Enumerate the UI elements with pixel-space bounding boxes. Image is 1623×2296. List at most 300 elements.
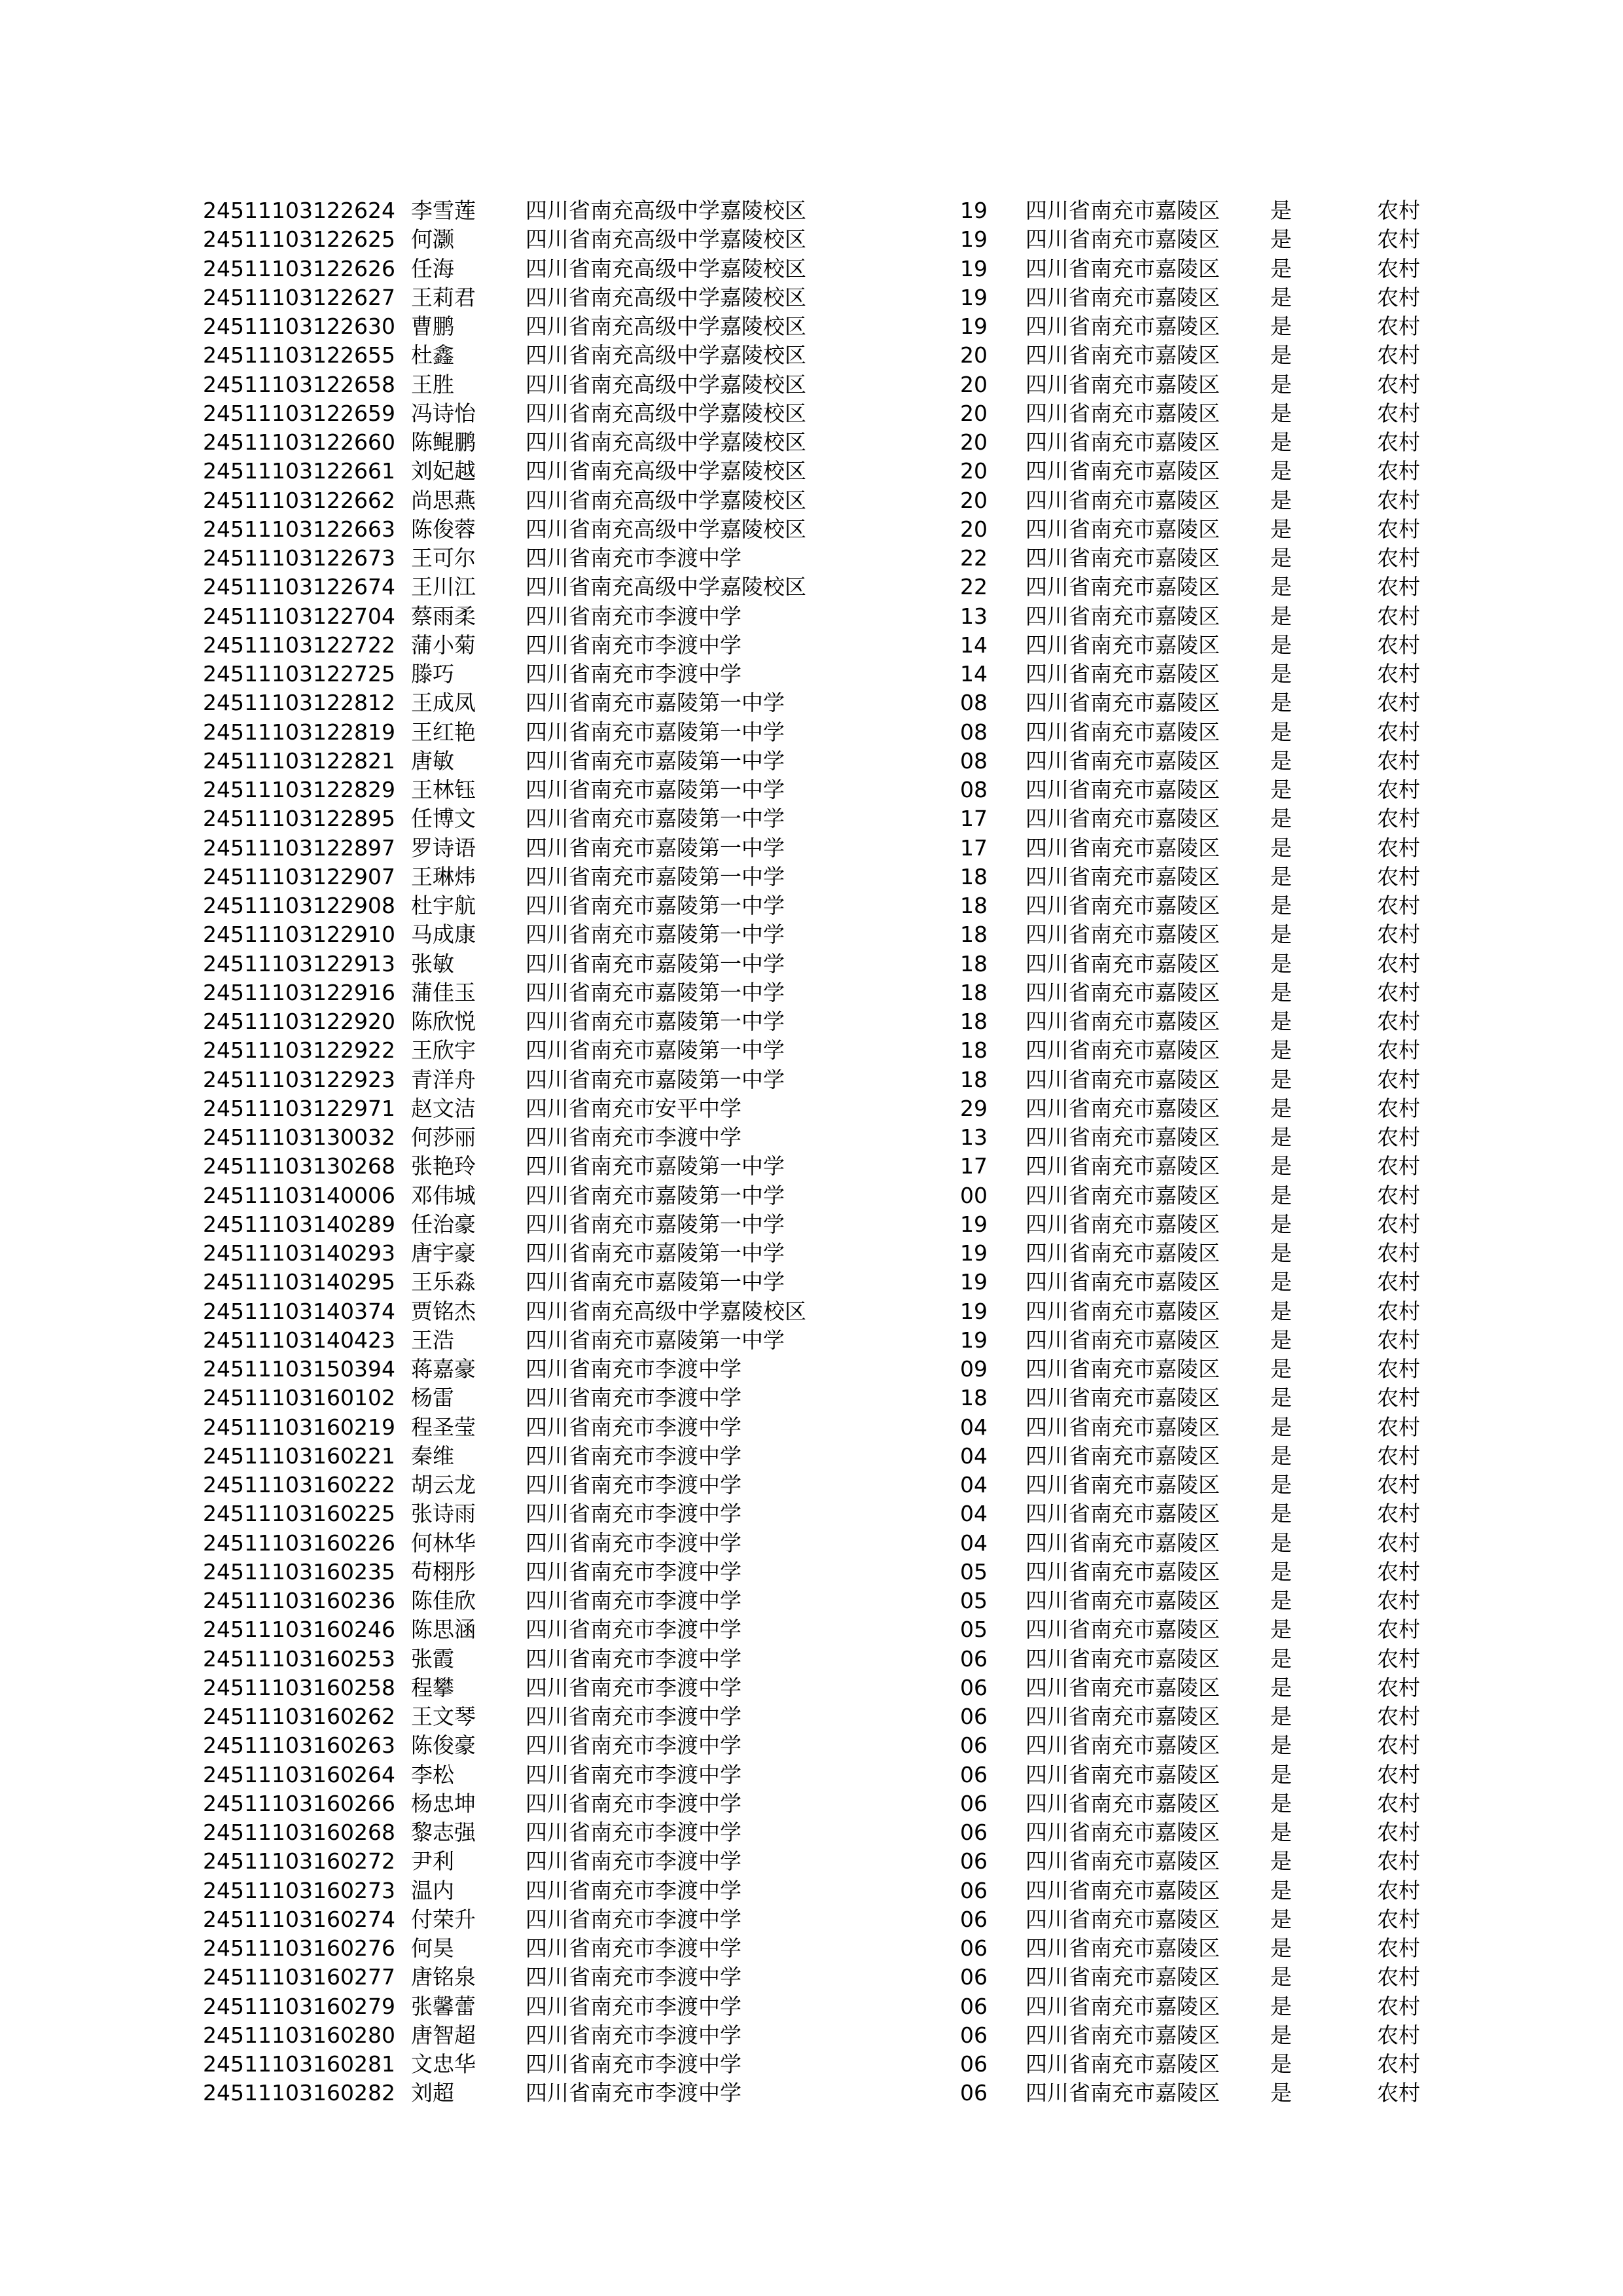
student-name-cell: 任博文 bbox=[411, 806, 476, 832]
residence-type-cell: 农村 bbox=[1377, 284, 1420, 310]
school-cell: 四川省南充市嘉陵第一中学 bbox=[526, 863, 785, 889]
status-cell: 是 bbox=[1270, 1906, 1292, 1932]
table-row bbox=[203, 1297, 1446, 1326]
exam-number-cell: 24511103160277 bbox=[203, 1964, 395, 1990]
school-cell: 四川省南充市李渡中学 bbox=[526, 1356, 741, 1382]
exam-number-cell: 24511103130032 bbox=[203, 1124, 395, 1150]
class-cell: 19 bbox=[960, 1269, 988, 1295]
class-cell: 17 bbox=[960, 834, 988, 861]
status-cell: 是 bbox=[1270, 719, 1292, 745]
school-cell: 四川省南充市李渡中学 bbox=[526, 661, 741, 687]
residence-type-cell: 农村 bbox=[1377, 1820, 1420, 1845]
class-cell: 08 bbox=[960, 747, 988, 774]
district-cell: 四川省南充市嘉陵区 bbox=[1026, 1820, 1220, 1845]
student-name-cell: 张霞 bbox=[411, 1645, 454, 1672]
table-row bbox=[203, 573, 1446, 601]
table-row bbox=[203, 1123, 1446, 1152]
class-cell: 06 bbox=[960, 1761, 988, 1787]
residence-type-cell: 农村 bbox=[1377, 1153, 1420, 1179]
school-cell: 四川省南充市嘉陵第一中学 bbox=[526, 806, 785, 832]
residence-type-cell: 农村 bbox=[1377, 2022, 1420, 2048]
class-cell: 14 bbox=[960, 632, 988, 658]
residence-type-cell: 农村 bbox=[1377, 1356, 1420, 1382]
exam-number-cell: 24511103160274 bbox=[203, 1906, 395, 1932]
exam-number-cell: 24511103160102 bbox=[203, 1385, 395, 1411]
residence-type-cell: 农村 bbox=[1377, 2051, 1420, 2077]
exam-number-cell: 24511103122674 bbox=[203, 574, 395, 600]
student-name-cell: 蒋嘉豪 bbox=[411, 1356, 476, 1382]
residence-type-cell: 农村 bbox=[1377, 458, 1420, 484]
exam-number-cell: 24511103140289 bbox=[203, 1211, 395, 1237]
residence-type-cell: 农村 bbox=[1377, 1327, 1420, 1353]
class-cell: 06 bbox=[960, 2051, 988, 2077]
status-cell: 是 bbox=[1270, 1704, 1292, 1729]
school-cell: 四川省南充市李渡中学 bbox=[526, 1501, 741, 1527]
exam-number-cell: 24511103122624 bbox=[203, 198, 395, 223]
residence-type-cell: 农村 bbox=[1377, 1617, 1420, 1643]
table-row bbox=[203, 544, 1446, 573]
residence-type-cell: 农村 bbox=[1377, 863, 1420, 889]
table-row bbox=[203, 978, 1446, 1007]
residence-type-cell: 农村 bbox=[1377, 893, 1420, 918]
table-row bbox=[203, 1326, 1446, 1355]
district-cell: 四川省南充市嘉陵区 bbox=[1026, 1617, 1220, 1643]
student-name-cell: 蔡雨柔 bbox=[411, 603, 476, 629]
class-cell: 04 bbox=[960, 1472, 988, 1498]
table-row bbox=[203, 1529, 1446, 1558]
student-name-cell: 王文琴 bbox=[411, 1704, 476, 1729]
district-cell: 四川省南充市嘉陵区 bbox=[1026, 1385, 1220, 1411]
school-cell: 四川省南充市李渡中学 bbox=[526, 1704, 741, 1729]
table-row bbox=[203, 747, 1446, 776]
student-name-cell: 陈欣悦 bbox=[411, 1009, 476, 1034]
table-row bbox=[203, 196, 1446, 225]
exam-number-cell: 24511103160235 bbox=[203, 1558, 395, 1585]
class-cell: 06 bbox=[960, 1848, 988, 1874]
status-cell: 是 bbox=[1270, 1732, 1292, 1759]
exam-number-cell: 24511103160222 bbox=[203, 1472, 395, 1498]
class-cell: 19 bbox=[960, 1240, 988, 1266]
school-cell: 四川省南充市李渡中学 bbox=[526, 1820, 741, 1845]
status-cell: 是 bbox=[1270, 1327, 1292, 1353]
class-cell: 20 bbox=[960, 400, 988, 426]
district-cell: 四川省南充市嘉陵区 bbox=[1026, 1645, 1220, 1672]
school-cell: 四川省南充市嘉陵第一中学 bbox=[526, 690, 785, 716]
district-cell: 四川省南充市嘉陵区 bbox=[1026, 1877, 1220, 1903]
status-cell: 是 bbox=[1270, 1211, 1292, 1237]
class-cell: 20 bbox=[960, 516, 988, 542]
residence-type-cell: 农村 bbox=[1377, 1993, 1420, 2019]
residence-type-cell: 农村 bbox=[1377, 1443, 1420, 1469]
exam-number-cell: 24511103160225 bbox=[203, 1501, 395, 1527]
exam-number-cell: 24511103122658 bbox=[203, 371, 395, 397]
district-cell: 四川省南充市嘉陵区 bbox=[1026, 545, 1220, 571]
district-cell: 四川省南充市嘉陵区 bbox=[1026, 747, 1220, 774]
table-row bbox=[203, 2021, 1446, 2050]
exam-number-cell: 24511103122821 bbox=[203, 747, 395, 774]
table-row bbox=[203, 225, 1446, 254]
student-name-cell: 曹鹏 bbox=[411, 314, 454, 339]
student-name-cell: 陈佳欣 bbox=[411, 1588, 476, 1613]
school-cell: 四川省南充市嘉陵第一中学 bbox=[526, 719, 785, 745]
status-cell: 是 bbox=[1270, 1530, 1292, 1556]
class-cell: 06 bbox=[960, 1964, 988, 1990]
residence-type-cell: 农村 bbox=[1377, 545, 1420, 571]
school-cell: 四川省南充市李渡中学 bbox=[526, 1472, 741, 1498]
exam-number-cell: 24511103140293 bbox=[203, 1240, 395, 1266]
status-cell: 是 bbox=[1270, 458, 1292, 484]
school-cell: 四川省南充高级中学嘉陵校区 bbox=[526, 314, 806, 339]
residence-type-cell: 农村 bbox=[1377, 1298, 1420, 1324]
student-name-cell: 杨忠坤 bbox=[411, 1790, 476, 1816]
status-cell: 是 bbox=[1270, 1414, 1292, 1440]
status-cell: 是 bbox=[1270, 400, 1292, 426]
school-cell: 四川省南充市李渡中学 bbox=[526, 2080, 741, 2106]
table-row bbox=[203, 341, 1446, 370]
table-row bbox=[203, 1268, 1446, 1297]
status-cell: 是 bbox=[1270, 429, 1292, 455]
residence-type-cell: 农村 bbox=[1377, 1674, 1420, 1700]
residence-type-cell: 农村 bbox=[1377, 429, 1420, 455]
class-cell: 18 bbox=[960, 979, 988, 1005]
student-name-cell: 王胜 bbox=[411, 371, 454, 397]
exam-number-cell: 24511103160272 bbox=[203, 1848, 395, 1874]
school-cell: 四川省南充高级中学嘉陵校区 bbox=[526, 429, 806, 455]
exam-number-cell: 24511103160266 bbox=[203, 1790, 395, 1816]
district-cell: 四川省南充市嘉陵区 bbox=[1026, 863, 1220, 889]
district-cell: 四川省南充市嘉陵区 bbox=[1026, 1327, 1220, 1353]
class-cell: 06 bbox=[960, 2022, 988, 2048]
exam-number-cell: 24511103160246 bbox=[203, 1617, 395, 1643]
class-cell: 05 bbox=[960, 1617, 988, 1643]
student-name-cell: 唐敏 bbox=[411, 747, 454, 774]
student-name-cell: 冯诗怡 bbox=[411, 400, 476, 426]
exam-number-cell: 24511103122913 bbox=[203, 950, 395, 977]
table-row bbox=[203, 1702, 1446, 1731]
district-cell: 四川省南充市嘉陵区 bbox=[1026, 1993, 1220, 2019]
exam-number-cell: 24511103140374 bbox=[203, 1298, 395, 1324]
class-cell: 19 bbox=[960, 314, 988, 339]
school-cell: 四川省南充高级中学嘉陵校区 bbox=[526, 1298, 806, 1324]
student-name-cell: 王乐淼 bbox=[411, 1269, 476, 1295]
school-cell: 四川省南充市李渡中学 bbox=[526, 1530, 741, 1556]
student-name-cell: 尹利 bbox=[411, 1848, 454, 1874]
class-cell: 19 bbox=[960, 284, 988, 310]
school-cell: 四川省南充高级中学嘉陵校区 bbox=[526, 226, 806, 253]
residence-type-cell: 农村 bbox=[1377, 690, 1420, 716]
student-name-cell: 胡云龙 bbox=[411, 1472, 476, 1498]
residence-type-cell: 农村 bbox=[1377, 574, 1420, 600]
status-cell: 是 bbox=[1270, 1674, 1292, 1700]
student-name-cell: 程圣莹 bbox=[411, 1414, 476, 1440]
student-name-cell: 张馨蕾 bbox=[411, 1993, 476, 2019]
table-row bbox=[203, 1007, 1446, 1036]
table-row bbox=[203, 1442, 1446, 1471]
district-cell: 四川省南充市嘉陵区 bbox=[1026, 1009, 1220, 1034]
exam-number-cell: 24511103122908 bbox=[203, 893, 395, 918]
table-row bbox=[203, 2050, 1446, 2079]
table-row bbox=[203, 863, 1446, 891]
student-name-cell: 任治豪 bbox=[411, 1211, 476, 1237]
exam-number-cell: 24511103130268 bbox=[203, 1153, 395, 1179]
class-cell: 20 bbox=[960, 429, 988, 455]
residence-type-cell: 农村 bbox=[1377, 603, 1420, 629]
district-cell: 四川省南充市嘉陵区 bbox=[1026, 1906, 1220, 1932]
school-cell: 四川省南充高级中学嘉陵校区 bbox=[526, 458, 806, 484]
table-row bbox=[203, 689, 1446, 717]
status-cell: 是 bbox=[1270, 1935, 1292, 1961]
class-cell: 22 bbox=[960, 545, 988, 571]
table-row bbox=[203, 718, 1446, 747]
exam-number-cell: 24511103122660 bbox=[203, 429, 395, 455]
class-cell: 08 bbox=[960, 690, 988, 716]
status-cell: 是 bbox=[1270, 1095, 1292, 1121]
student-name-cell: 何昊 bbox=[411, 1935, 454, 1961]
status-cell: 是 bbox=[1270, 777, 1292, 802]
class-cell: 18 bbox=[960, 1037, 988, 1064]
exam-number-cell: 24511103122659 bbox=[203, 400, 395, 426]
class-cell: 20 bbox=[960, 342, 988, 368]
school-cell: 四川省南充市嘉陵第一中学 bbox=[526, 1182, 785, 1208]
student-name-cell: 付荣升 bbox=[411, 1906, 476, 1932]
district-cell: 四川省南充市嘉陵区 bbox=[1026, 661, 1220, 687]
school-cell: 四川省南充市李渡中学 bbox=[526, 1790, 741, 1816]
status-cell: 是 bbox=[1270, 1182, 1292, 1208]
student-name-cell: 李松 bbox=[411, 1761, 454, 1787]
school-cell: 四川省南充市李渡中学 bbox=[526, 1674, 741, 1700]
school-cell: 四川省南充市嘉陵第一中学 bbox=[526, 1211, 785, 1237]
table-row bbox=[203, 2079, 1446, 2108]
class-cell: 19 bbox=[960, 226, 988, 253]
status-cell: 是 bbox=[1270, 1472, 1292, 1498]
district-cell: 四川省南充市嘉陵区 bbox=[1026, 487, 1220, 513]
student-name-cell: 张敏 bbox=[411, 950, 454, 977]
exam-number-cell: 24511103160282 bbox=[203, 2080, 395, 2106]
class-cell: 13 bbox=[960, 603, 988, 629]
class-cell: 04 bbox=[960, 1501, 988, 1527]
student-name-cell: 陈鲲鹏 bbox=[411, 429, 476, 455]
school-cell: 四川省南充市李渡中学 bbox=[526, 1124, 741, 1150]
exam-number-cell: 24511103160273 bbox=[203, 1877, 395, 1903]
district-cell: 四川省南充市嘉陵区 bbox=[1026, 516, 1220, 542]
table-row bbox=[203, 920, 1446, 949]
school-cell: 四川省南充市嘉陵第一中学 bbox=[526, 1153, 785, 1179]
district-cell: 四川省南充市嘉陵区 bbox=[1026, 1674, 1220, 1700]
exam-number-cell: 24511103122661 bbox=[203, 458, 395, 484]
district-cell: 四川省南充市嘉陵区 bbox=[1026, 226, 1220, 253]
student-name-cell: 温内 bbox=[411, 1877, 454, 1903]
exam-number-cell: 24511103122920 bbox=[203, 1009, 395, 1034]
status-cell: 是 bbox=[1270, 2080, 1292, 2106]
student-name-cell: 何莎丽 bbox=[411, 1124, 476, 1150]
table-row bbox=[203, 1094, 1446, 1123]
class-cell: 20 bbox=[960, 458, 988, 484]
exam-number-cell: 24511103122627 bbox=[203, 284, 395, 310]
residence-type-cell: 农村 bbox=[1377, 1182, 1420, 1208]
class-cell: 04 bbox=[960, 1414, 988, 1440]
school-cell: 四川省南充市安平中学 bbox=[526, 1095, 741, 1121]
status-cell: 是 bbox=[1270, 371, 1292, 397]
class-cell: 08 bbox=[960, 777, 988, 802]
exam-number-cell: 24511103122663 bbox=[203, 516, 395, 542]
district-cell: 四川省南充市嘉陵区 bbox=[1026, 1935, 1220, 1961]
class-cell: 19 bbox=[960, 198, 988, 223]
exam-number-cell: 24511103122907 bbox=[203, 863, 395, 889]
table-row bbox=[203, 283, 1446, 312]
class-cell: 06 bbox=[960, 1674, 988, 1700]
residence-type-cell: 农村 bbox=[1377, 1414, 1420, 1440]
exam-number-cell: 24511103150394 bbox=[203, 1356, 395, 1382]
exam-number-cell: 24511103122916 bbox=[203, 979, 395, 1005]
exam-number-cell: 24511103122819 bbox=[203, 719, 395, 745]
school-cell: 四川省南充市嘉陵第一中学 bbox=[526, 1037, 785, 1064]
student-name-cell: 马成康 bbox=[411, 922, 476, 948]
district-cell: 四川省南充市嘉陵区 bbox=[1026, 1066, 1220, 1092]
student-name-cell: 何林华 bbox=[411, 1530, 476, 1556]
district-cell: 四川省南充市嘉陵区 bbox=[1026, 719, 1220, 745]
district-cell: 四川省南充市嘉陵区 bbox=[1026, 950, 1220, 977]
status-cell: 是 bbox=[1270, 2051, 1292, 2077]
district-cell: 四川省南充市嘉陵区 bbox=[1026, 429, 1220, 455]
exam-number-cell: 24511103122673 bbox=[203, 545, 395, 571]
student-name-cell: 苟栩彤 bbox=[411, 1558, 476, 1585]
student-name-cell: 杜宇航 bbox=[411, 893, 476, 918]
status-cell: 是 bbox=[1270, 1501, 1292, 1527]
district-cell: 四川省南充市嘉陵区 bbox=[1026, 1182, 1220, 1208]
school-cell: 四川省南充市嘉陵第一中学 bbox=[526, 893, 785, 918]
table-row bbox=[203, 834, 1446, 863]
exam-number-cell: 24511103160226 bbox=[203, 1530, 395, 1556]
class-cell: 06 bbox=[960, 1820, 988, 1845]
residence-type-cell: 农村 bbox=[1377, 516, 1420, 542]
student-name-cell: 贾铭杰 bbox=[411, 1298, 476, 1324]
residence-type-cell: 农村 bbox=[1377, 922, 1420, 948]
status-cell: 是 bbox=[1270, 1848, 1292, 1874]
exam-number-cell: 24511103160236 bbox=[203, 1588, 395, 1613]
school-cell: 四川省南充市李渡中学 bbox=[526, 1732, 741, 1759]
school-cell: 四川省南充市李渡中学 bbox=[526, 1414, 741, 1440]
class-cell: 19 bbox=[960, 1211, 988, 1237]
table-row bbox=[203, 1181, 1446, 1210]
student-name-cell: 刘超 bbox=[411, 2080, 454, 2106]
residence-type-cell: 农村 bbox=[1377, 1964, 1420, 1990]
school-cell: 四川省南充市李渡中学 bbox=[526, 1964, 741, 1990]
district-cell: 四川省南充市嘉陵区 bbox=[1026, 1414, 1220, 1440]
residence-type-cell: 农村 bbox=[1377, 1037, 1420, 1064]
residence-type-cell: 农村 bbox=[1377, 1790, 1420, 1816]
student-name-cell: 王可尔 bbox=[411, 545, 476, 571]
table-row bbox=[203, 1934, 1446, 1963]
status-cell: 是 bbox=[1270, 1761, 1292, 1787]
district-cell: 四川省南充市嘉陵区 bbox=[1026, 1240, 1220, 1266]
status-cell: 是 bbox=[1270, 661, 1292, 687]
residence-type-cell: 农村 bbox=[1377, 950, 1420, 977]
residence-type-cell: 农村 bbox=[1377, 1501, 1420, 1527]
class-cell: 00 bbox=[960, 1182, 988, 1208]
status-cell: 是 bbox=[1270, 1588, 1292, 1613]
table-row bbox=[203, 1499, 1446, 1528]
district-cell: 四川省南充市嘉陵区 bbox=[1026, 979, 1220, 1005]
table-row bbox=[203, 1761, 1446, 1789]
class-cell: 06 bbox=[960, 1906, 988, 1932]
student-name-cell: 李雪莲 bbox=[411, 198, 476, 223]
school-cell: 四川省南充市李渡中学 bbox=[526, 1877, 741, 1903]
student-name-cell: 青洋舟 bbox=[411, 1066, 476, 1092]
residence-type-cell: 农村 bbox=[1377, 661, 1420, 687]
table-row bbox=[203, 515, 1446, 544]
exam-number-cell: 24511103160258 bbox=[203, 1674, 395, 1700]
school-cell: 四川省南充市李渡中学 bbox=[526, 1385, 741, 1411]
student-name-cell: 蒲佳玉 bbox=[411, 979, 476, 1005]
residence-type-cell: 农村 bbox=[1377, 255, 1420, 281]
class-cell: 17 bbox=[960, 806, 988, 832]
district-cell: 四川省南充市嘉陵区 bbox=[1026, 806, 1220, 832]
student-name-cell: 蒲小菊 bbox=[411, 632, 476, 658]
school-cell: 四川省南充市李渡中学 bbox=[526, 2051, 741, 2077]
residence-type-cell: 农村 bbox=[1377, 487, 1420, 513]
district-cell: 四川省南充市嘉陵区 bbox=[1026, 458, 1220, 484]
student-name-cell: 王欣宇 bbox=[411, 1037, 476, 1064]
residence-type-cell: 农村 bbox=[1377, 1269, 1420, 1295]
status-cell: 是 bbox=[1270, 690, 1292, 716]
class-cell: 05 bbox=[960, 1588, 988, 1613]
school-cell: 四川省南充高级中学嘉陵校区 bbox=[526, 487, 806, 513]
exam-number-cell: 24511103140423 bbox=[203, 1327, 395, 1353]
status-cell: 是 bbox=[1270, 284, 1292, 310]
school-cell: 四川省南充市嘉陵第一中学 bbox=[526, 1327, 785, 1353]
status-cell: 是 bbox=[1270, 1066, 1292, 1092]
class-cell: 09 bbox=[960, 1356, 988, 1382]
district-cell: 四川省南充市嘉陵区 bbox=[1026, 1558, 1220, 1585]
status-cell: 是 bbox=[1270, 922, 1292, 948]
student-name-cell: 陈思涵 bbox=[411, 1617, 476, 1643]
student-name-cell: 刘妃越 bbox=[411, 458, 476, 484]
district-cell: 四川省南充市嘉陵区 bbox=[1026, 1269, 1220, 1295]
residence-type-cell: 农村 bbox=[1377, 1704, 1420, 1729]
class-cell: 18 bbox=[960, 893, 988, 918]
table-row bbox=[203, 804, 1446, 833]
district-cell: 四川省南充市嘉陵区 bbox=[1026, 1761, 1220, 1787]
class-cell: 18 bbox=[960, 863, 988, 889]
school-cell: 四川省南充高级中学嘉陵校区 bbox=[526, 255, 806, 281]
school-cell: 四川省南充高级中学嘉陵校区 bbox=[526, 574, 806, 600]
class-cell: 22 bbox=[960, 574, 988, 600]
residence-type-cell: 农村 bbox=[1377, 979, 1420, 1005]
district-cell: 四川省南充市嘉陵区 bbox=[1026, 632, 1220, 658]
student-name-cell: 程攀 bbox=[411, 1674, 454, 1700]
student-name-cell: 陈俊蓉 bbox=[411, 516, 476, 542]
exam-number-cell: 24511103122812 bbox=[203, 690, 395, 716]
class-cell: 18 bbox=[960, 1385, 988, 1411]
school-cell: 四川省南充市嘉陵第一中学 bbox=[526, 834, 785, 861]
table-row bbox=[203, 255, 1446, 283]
status-cell: 是 bbox=[1270, 1617, 1292, 1643]
class-cell: 04 bbox=[960, 1530, 988, 1556]
school-cell: 四川省南充市嘉陵第一中学 bbox=[526, 950, 785, 977]
status-cell: 是 bbox=[1270, 1009, 1292, 1034]
exam-number-cell: 24511103122655 bbox=[203, 342, 395, 368]
table-row bbox=[203, 1818, 1446, 1847]
exam-number-cell: 24511103160221 bbox=[203, 1443, 395, 1469]
school-cell: 四川省南充市嘉陵第一中学 bbox=[526, 1009, 785, 1034]
class-cell: 18 bbox=[960, 950, 988, 977]
status-cell: 是 bbox=[1270, 893, 1292, 918]
residence-type-cell: 农村 bbox=[1377, 1645, 1420, 1672]
school-cell: 四川省南充高级中学嘉陵校区 bbox=[526, 284, 806, 310]
status-cell: 是 bbox=[1270, 1153, 1292, 1179]
class-cell: 06 bbox=[960, 1732, 988, 1759]
school-cell: 四川省南充市嘉陵第一中学 bbox=[526, 1240, 785, 1266]
